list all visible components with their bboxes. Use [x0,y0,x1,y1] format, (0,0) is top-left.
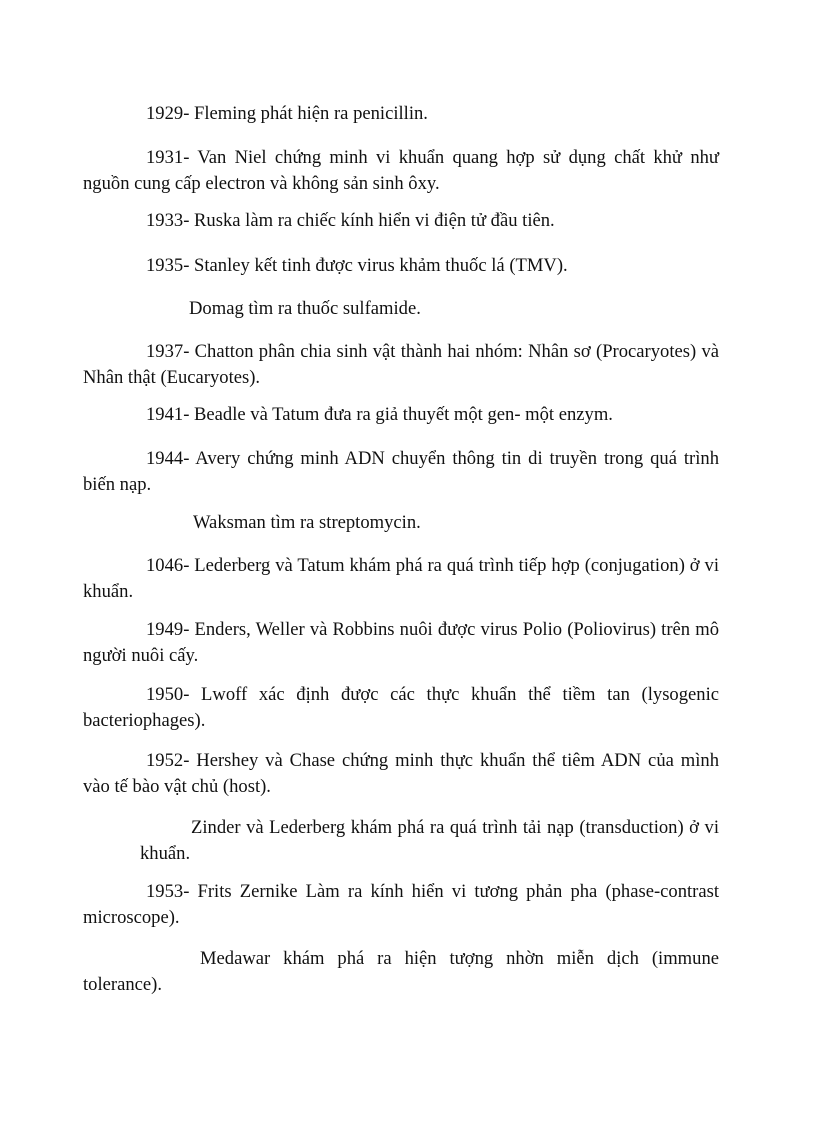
timeline-entry-1935: 1935- Stanley kết tinh được virus khảm thuốc lá (TMV). [146,255,568,276]
timeline-entry-1933: 1933- Ruska làm ra chiếc kính hiển vi điện tử đầu tiên. [146,210,555,231]
timeline-entry-domag: Domag tìm ra thuốc sulfamide. [189,298,421,319]
timeline-entry-1944: 1944- Avery chứng minh ADN chuyển thông tin di truyền trong quá trình biến nạp. [83,448,719,495]
timeline-entry-1941: 1941- Beadle và Tatum đưa ra giả thuyết một gen- một enzym. [146,404,613,425]
timeline-entry-1949: 1949- Enders, Weller và Robbins nuôi được virus Polio (Poliovirus) trên mô người nuôi cấy. [83,619,719,666]
timeline-entry-1937: 1937- Chatton phân chia sinh vật thành hai nhóm: Nhân sơ (Procaryotes) và Nhân thật (Eucaryotes). [83,341,719,388]
timeline-entry-1046: 1046- Lederberg và Tatum khám phá ra quá trình tiếp hợp (conjugation) ở vi khuẩn. [83,555,719,602]
timeline-entry-zinder: Zinder và Lederberg khám phá ra quá trình tải nạp (transduction) ở vi khuẩn. [140,817,719,864]
timeline-entry-medawar: Medawar khám phá ra hiện tượng nhờn miễn dịch (immune tolerance). [83,948,719,995]
timeline-entry-1953: 1953- Frits Zernike Làm ra kính hiển vi tương phản pha (phase-contrast microscope). [83,881,719,928]
timeline-entry-1952: 1952- Hershey và Chase chứng minh thực khuẩn thể tiêm ADN của mình vào tế bào vật chủ (host). [83,750,719,797]
timeline-entry-1931: 1931- Van Niel chứng minh vi khuẩn quang hợp sử dụng chất khử như nguồn cung cấp electron và không sản sinh ôxy. [83,147,719,194]
timeline-entry-1929: 1929- Fleming phát hiện ra penicillin. [146,103,428,124]
timeline-entry-1950: 1950- Lwoff xác định được các thực khuẩn thể tiềm tan (lysogenic bacteriophages). [83,684,719,731]
timeline-entry-waksman: Waksman tìm ra streptomycin. [193,512,421,533]
